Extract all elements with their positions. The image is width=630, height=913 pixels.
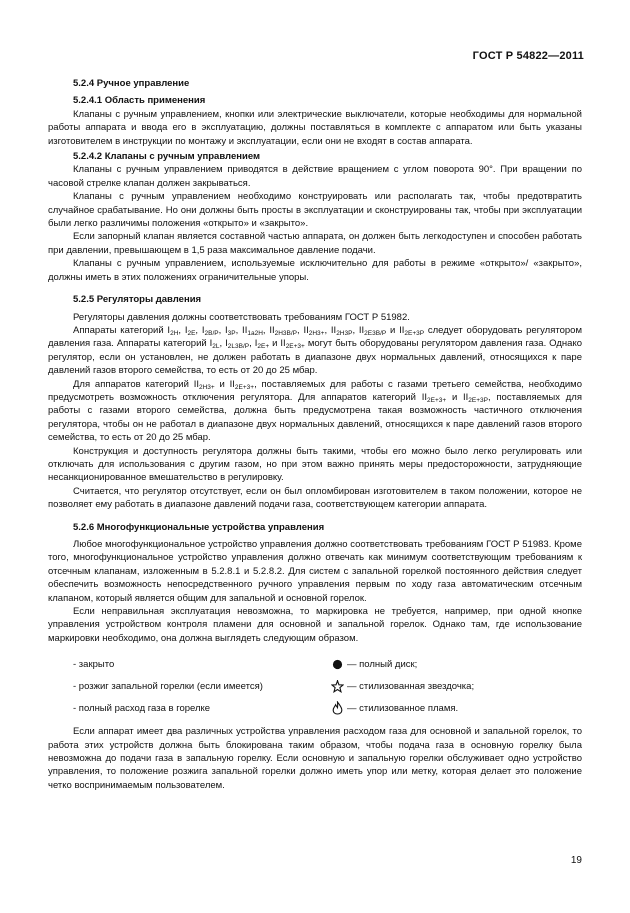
- legend-description: — стилизованная звездочка;: [347, 680, 475, 692]
- legend-row-closed: [48, 653, 582, 675]
- filled-disc-icon: [329, 659, 345, 670]
- page-number: 19: [570, 855, 582, 866]
- legend-label: - розжиг запальной горелки (если имеется): [73, 680, 263, 692]
- paragraph: Клапаны с ручным управлением, кнопки или электрические выключатели, которые необходимы для нормальной работы аппарата и ввода его в эксплуатацию, должны поставляться в комплекте с аппаратом или быть указаны изготовителем в инструкции по монтажу и эксплуатации, если они не входят в состав аппарата.: [48, 108, 582, 147]
- subsection-heading-5-2-4-1: 5.2.4.1 Область применения: [73, 95, 206, 107]
- section-heading-5-2-6: 5.2.6 Многофункциональные устройства управления: [73, 521, 325, 533]
- paragraph-categories: Аппараты категорий $I_{2H}$, $I_{2E}$, $I_{2В/P}$, $I_{3P}$, $II_{1а2H}$, $II_{2H3В/P}$, $II_{2H3+}$, $II_{2H3P}$, $II_{2Е3В/P}$ и $II_{2E+3P}$ следует оборудовать регулятором давления газа. Аппараты категорий $I_{2L}$, $I_{2L3В/P}$, $I_{2E+}$ и $II_{2E+3+}$ могут быть оборудованы регулятором давления газа. Однако регулятор, если он установлен, не должен работать в диапазоне двух нормальных давлений, относящихся к паре давлений газов второго семейства, то есть от 20 до 25 мбар.: [48, 324, 582, 377]
- section-heading-5-2-5: 5.2.5 Регуляторы давления: [73, 294, 202, 306]
- legend-label: - полный расход газа в горелке: [73, 702, 211, 714]
- flame-icon: [329, 701, 345, 715]
- marking-legend: [48, 653, 582, 719]
- paragraph: Если неправильная эксплуатация невозможна, то маркировка не требуется, например, при одной кнопке управления устройством контроля пламени для основной и запальной горелок. Однако там, где использование маркировки необходимо, она должна выглядеть следующим образом.: [48, 606, 582, 644]
- paragraph-categories: Для аппаратов категорий $II_{2H3+}$ и $II_{2E+3+}$, поставляемых для работы с газами третьего семейства, необходимо предусмотреть возможность отключения регулятора. Для аппаратов категорий $II_{2E+3+}$ и $II_{2E+3P}$, поставляемых для работы с газами второго семейства, должна быть предусмотрена такая возможность частичного отключения регулятора, чтобы он не работал в диапазоне двух нормальных давлений, относящихся к паре давлений газов второго семейства, то есть от 20 до 25 мбар.: [48, 378, 582, 444]
- legend-description: — стилизованное пламя.: [347, 702, 459, 714]
- section-heading-5-2-4: 5.2.4 Ручное управление: [73, 78, 190, 89]
- legend-row-full-flow: [48, 697, 582, 719]
- paragraph: Считается, что регулятор отсутствует, если он был опломбирован изготовителем в таком положении, которое не позволяет ему работать в диапазоне давлений подачи газа, соответствующем категории аппарата.: [48, 485, 582, 511]
- paragraph: Если аппарат имеет два различных устройства управления расходом газа для основной и запальной горелок, то работа этих устройств должна быть блокирована таким образом, чтобы подача газа в основную горелку была невозможна до подачи газа в запальную горелку. Если основную и запальную горелки обслуживает одно устройство управления, то положение розжига запальной горелки должно иметь упор или метку, которая делает это положение четко воспринимаемым пользователем.: [48, 726, 582, 791]
- paragraph: Конструкция и доступность регулятора должны быть такими, чтобы его можно было легко регулировать или отключать для использования с другим газом, но при этом важно принять меры предосторожности, затрудняющие несанкционированное вмешательство в регулировку.: [48, 445, 582, 484]
- subsection-heading-5-2-4-2: 5.2.4.2 Клапаны с ручным управлением: [73, 151, 261, 163]
- legend-row-ignition: [48, 675, 582, 697]
- paragraph: Клапаны с ручным управлением приводятся в действие вращением с углом поворота 90°. При вращении по часовой стрелке клапан должен закрываться.: [48, 164, 582, 189]
- document-header: ГОСТ Р 54822—2011: [472, 50, 584, 62]
- star-icon: [329, 680, 345, 693]
- paragraph: Если запорный клапан является составной частью аппарата, он должен быть легкодоступен и способен работать при давлении, превышающем в 1,5 раза максимальное давление подачи.: [48, 231, 582, 256]
- paragraph: Любое многофункциональное устройство управления должно соответствовать требованиям ГОСТ Р 51983. Кроме того, многофункциональное устройство управления должно отвечать как минимум соответствующим требованиям к отсечным клапанам, изложенным в 5.2.8.1 и 5.2.8.2. Для систем с запальной горелкой постоянного действия следует обеспечить возможность непосредственного ручного управления первым по ходу газа автоматическим отсечным клапаном, который является общим для запальной и основной горелок.: [48, 539, 582, 604]
- document-body: [48, 77, 582, 792]
- legend-description: — полный диск;: [347, 658, 418, 670]
- paragraph: Клапаны с ручным управлением необходимо конструировать или располагать так, чтобы предотвратить случайное срабатывание. Но они должны быть просты в эксплуатации и сконструированы так, чтобы при эксплуатации были легко различимы положения «открыто» и «закрыто».: [48, 191, 582, 230]
- paragraph: Регуляторы давления должны соответствовать требованиям ГОСТ Р 51982.: [73, 311, 410, 323]
- paragraph: Клапаны с ручным управлением, используемые исключительно для работы в режиме «открыто»/ «закрыто», должны иметь в этих положениях ограничительные упоры.: [48, 258, 582, 283]
- legend-label: - закрыто: [73, 658, 115, 670]
